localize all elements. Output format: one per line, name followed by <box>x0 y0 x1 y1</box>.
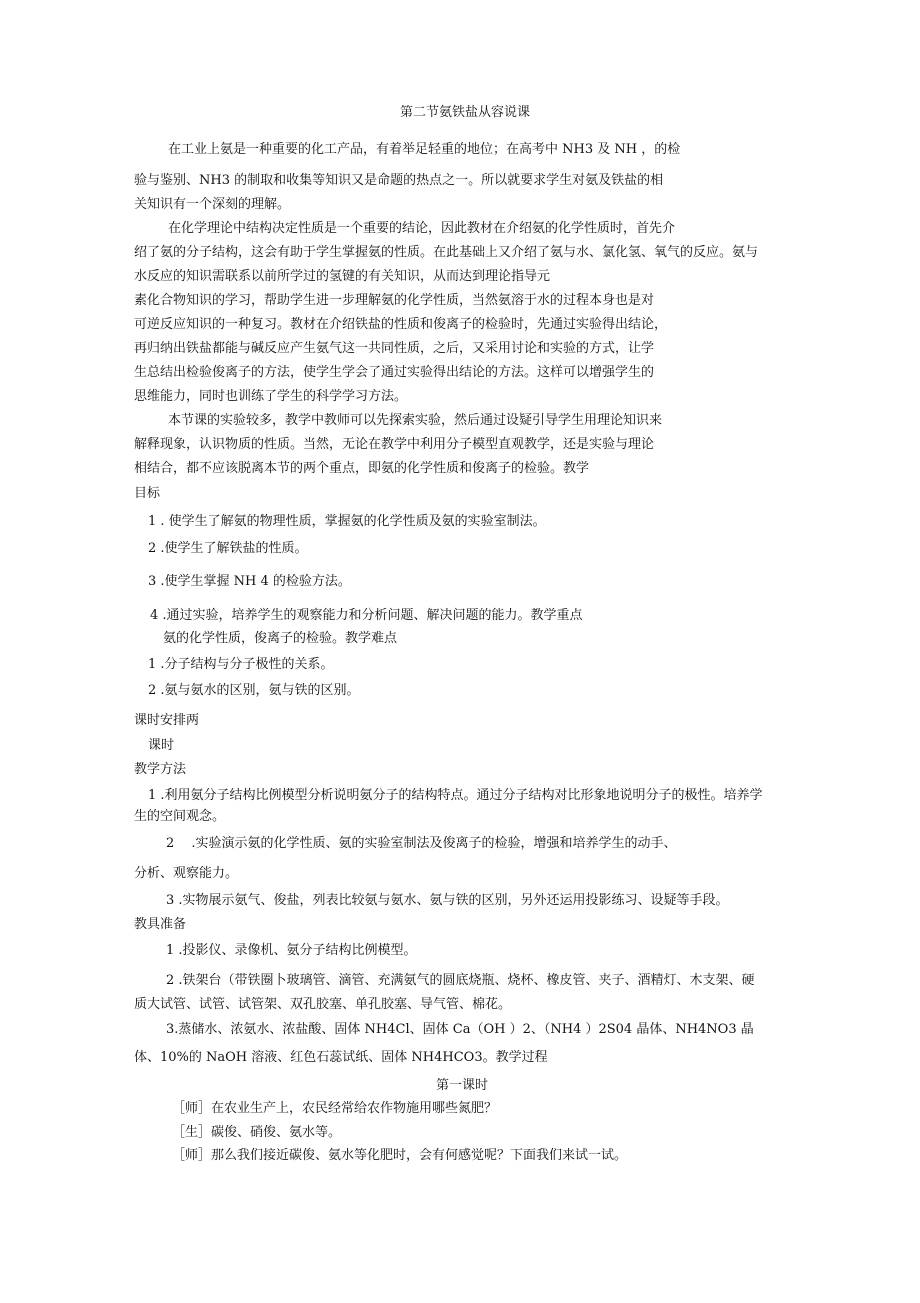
list-item: 2 .使学生了解铁盐的性质。 <box>148 541 308 556</box>
list-item: 3.蒸储水、浓氨水、浓盐酸、固体 NH4Cl、固体 Ca（OH ）2、（NH4 ）2S04 晶体、NH4NO3 晶 <box>166 1022 754 1037</box>
list-item: 2 .实验演示氨的化学性质、氨的实验室制法及俊离子的检验，增强和培养学生的动手、 <box>166 836 677 851</box>
text-line: 水反应的知识需联系以前所学过的氢键的有关知识，从而达到理论指导元 <box>134 269 551 284</box>
list-item: 3 .使学生掌握 NH 4 的检验方法。 <box>148 574 351 589</box>
text-line: 目标 <box>134 486 161 501</box>
list-item: 1 .分子结构与分子极性的关系。 <box>148 657 334 672</box>
text-line: 分析、观察能力。 <box>134 866 239 881</box>
text-line: 相结合，都不应该脱离本节的两个重点，即氨的化学性质和俊离子的检验。教学 <box>134 461 590 476</box>
dialogue-line: ［师］在农业生产上，农民经常给农作物施用哪些氮肥？ <box>172 1101 498 1116</box>
list-item: 1 .利用氨分子结构比例模型分析说明氨分子的结构特点。通过分子结构对比形象地说明分子的极性。培养学 <box>148 788 763 803</box>
text-line: 素化合物知识的学习，帮助学生进一步理解氨的化学性质，当然氨溶于水的过程本身也是对 <box>134 293 655 308</box>
text-line: 解释现象，认识物质的性质。当然，无论在教学中利用分子模型直观教学，还是实验与理论 <box>134 437 655 452</box>
text-line: 生总结出检验俊离子的方法，使学生学会了通过实验得出结论的方法。这样可以增强学生的 <box>134 365 655 380</box>
list-item: 1 .投影仪、录像机、氨分子结构比例模型。 <box>166 943 417 958</box>
section-heading: 第一课时 <box>436 1078 489 1093</box>
dialogue-line: ［师］那么我们接近碳俊、氨水等化肥时，会有何感觉呢？下面我们来试一试。 <box>172 1148 628 1163</box>
list-item: 4 .通过实验，培养学生的观察能力和分析问题、解决问题的能力。教学重点 <box>150 608 583 623</box>
text-line: 可逆反应知识的一种复习。教材在介绍铁盐的性质和俊离子的检验时，先通过实验得出结论， <box>134 317 668 332</box>
text-line: 关知识有一个深刻的理解。 <box>134 197 291 212</box>
section-heading: 教具准备 <box>134 917 187 932</box>
text-line: 在工业上氨是一种重要的化工产品，有着举足轻重的地位；在高考中 NH3 及 NH ，的检 <box>168 142 681 157</box>
text-line: 氨的化学性质，俊离子的检验。教学难点 <box>163 631 398 646</box>
section-heading: 教学方法 <box>134 762 187 777</box>
text-line: 再归纳出铁盐都能与碱反应产生氨气这一共同性质，之后，又采用讨论和实验的方式，让学 <box>134 341 655 356</box>
section-heading: 课时安排两 <box>134 713 200 728</box>
text-line: 质大试管、试管、试管架、双孔胶塞、单孔胶塞、导气管、棉花。 <box>134 997 512 1012</box>
list-item: 2 .氨与氨水的区别，氨与铁的区别。 <box>148 683 360 698</box>
text-line: 生的空间观念。 <box>134 809 226 824</box>
text-line: 课时 <box>148 738 175 753</box>
text-line: 在化学理论中结构决定性质是一个重要的结论，因此教材在介绍氨的化学性质时，首先介 <box>168 221 676 236</box>
text-line: 绍了氨的分子结构，这会有助于学生掌握氨的性质。在此基础上又介绍了氨与水、氯化氢、氧气的反应。氨与 <box>134 245 759 260</box>
text-line: 思维能力，同时也训练了学生的科学学习方法。 <box>134 389 408 404</box>
list-item: 1 . 使学生了解氨的物理性质，掌握氨的化学性质及氨的实验室制法。 <box>148 514 546 529</box>
text-line: 验与鉴别、NH3 的制取和收集等知识又是命题的热点之一。所以就要求学生对氨及铁盐的相 <box>134 173 664 188</box>
list-item: 2 .铁架台（带铁圈卜玻璃管、滴管、充满氨气的圆底烧瓶、烧杯、橡皮管、夹子、酒精灯、木支架、硬 <box>166 973 755 988</box>
dialogue-line: ［生］碳俊、硝俊、氨水等。 <box>172 1125 342 1140</box>
text-line: 体、10%的 NaOH 溶液、红色石蕊试纸、固体 NH4HCO3。教学过程 <box>134 1050 548 1065</box>
list-item: 3 .实物展示氨气、俊盐，列表比较氨与氨水、氨与铁的区别，另外还运用投影练习、设疑等手段。 <box>166 893 729 908</box>
page-title: 第二节氨铁盐从容说课 <box>400 105 531 120</box>
text-line: 本节课的实验较多，教学中教师可以先探索实验，然后通过设疑引导学生用理论知识来 <box>168 413 663 428</box>
